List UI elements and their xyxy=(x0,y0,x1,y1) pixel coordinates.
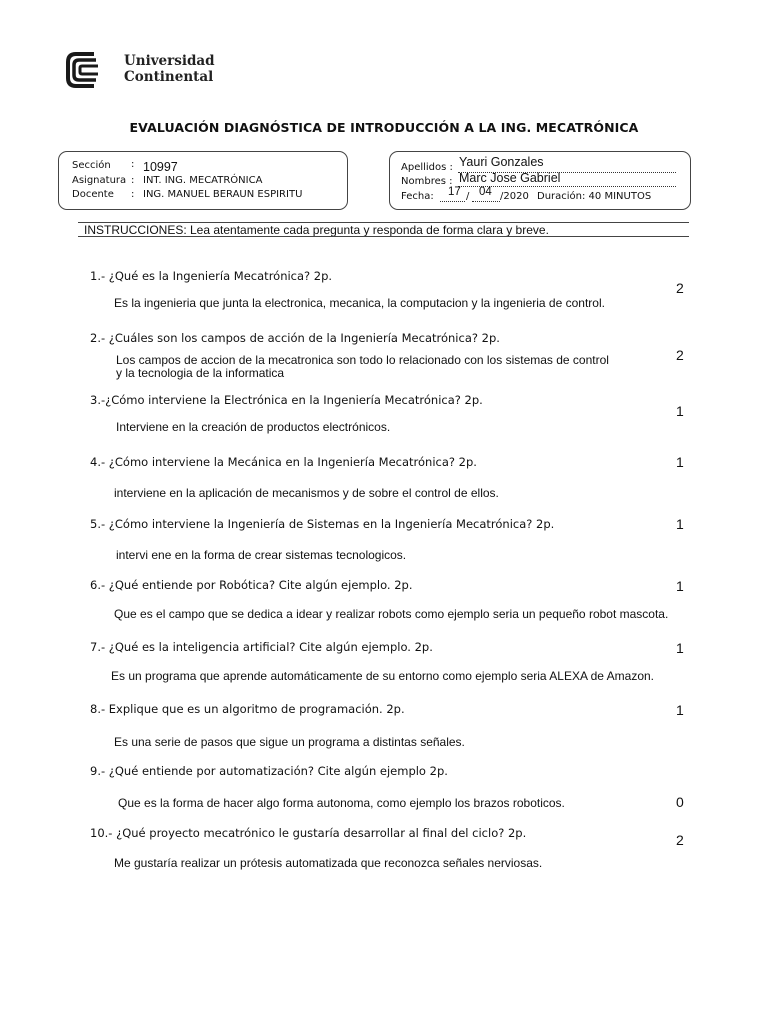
question-1: 1.- ¿Qué es la Ingeniería Mecatrónica? 2p. xyxy=(90,269,333,283)
nombres-label: Nombres : xyxy=(401,176,453,187)
score-10: 2 xyxy=(676,832,684,848)
answer-5: intervi ene en la forma de crear sistemas tecnologicos. xyxy=(116,548,407,562)
instructions-rule-bottom xyxy=(78,236,689,237)
docente-separator: : xyxy=(131,189,135,200)
question-4: 4.- ¿Cómo interviene la Mecánica en la Ingeniería Mecatrónica? 2p. xyxy=(90,455,477,469)
score-7: 1 xyxy=(676,640,684,656)
score-3: 1 xyxy=(676,403,684,419)
nombres-value: Marc Jose Gabriel xyxy=(459,171,561,185)
answer-6: Que es el campo que se dedica a idear y realizar robots como ejemplo seria un pequeño robot mascota. xyxy=(114,607,669,621)
asignatura-value: INT. ING. MECATRÓNICA xyxy=(143,175,263,186)
fecha-slash: / xyxy=(466,191,470,202)
seccion-value: 10997 xyxy=(143,160,178,174)
question-2: 2.- ¿Cuáles son los campos de acción de la Ingeniería Mecatrónica? 2p. xyxy=(90,331,500,345)
page-title: EVALUACIÓN DIAGNÓSTICA DE INTRODUCCIÓN A LA ING. MECATRÓNICA xyxy=(129,120,639,135)
answer-2-line-2: y la tecnologia de la informatica xyxy=(116,366,285,380)
answer-7: Es un programa que aprende automáticamente de su entorno como ejemplo seria ALEXA de Amazon. xyxy=(111,669,654,683)
university-logo-icon xyxy=(64,50,120,90)
university-logo xyxy=(64,50,214,92)
answer-1: Es la ingenieria que junta la electronica, mecanica, la computacion y la ingenieria de control. xyxy=(114,296,605,310)
question-8: 8.- Explique que es un algoritmo de programación. 2p. xyxy=(90,702,405,716)
score-8: 1 xyxy=(676,702,684,718)
question-10: 10.- ¿Qué proyecto mecatrónico le gustaría desarrollar al final del ciclo? 2p. xyxy=(90,826,527,840)
answer-2: Los campos de accion de la mecatronica son todo lo relacionado con los sistemas de control xyxy=(116,353,609,367)
score-5: 1 xyxy=(676,516,684,532)
score-9: 0 xyxy=(676,794,684,810)
seccion-label: Sección xyxy=(72,160,111,171)
apellidos-label: Apellidos : xyxy=(401,162,453,173)
score-2: 2 xyxy=(676,347,684,363)
answer-9: Que es la forma de hacer algo forma autonoma, como ejemplo los brazos roboticos. xyxy=(118,796,565,810)
answer-3: Interviene en la creación de productos electrónicos. xyxy=(116,420,391,434)
fecha-month: 04 xyxy=(479,186,492,198)
fecha-year: /2020 xyxy=(500,191,529,202)
question-6: 6.- ¿Qué entiende por Robótica? Cite algún ejemplo. 2p. xyxy=(90,578,413,592)
asignatura-separator: : xyxy=(131,175,135,186)
apellidos-value: Yauri Gonzales xyxy=(459,155,544,169)
score-1: 2 xyxy=(676,280,684,296)
question-9: 9.- ¿Qué entiende por automatización? Cite algún ejemplo 2p. xyxy=(90,764,448,778)
docente-label: Docente xyxy=(72,189,114,200)
score-4: 1 xyxy=(676,454,684,470)
score-6: 1 xyxy=(676,578,684,594)
logo-line-2: Continental xyxy=(124,69,214,85)
logo-line-1: Universidad xyxy=(124,53,215,69)
seccion-separator: : xyxy=(131,159,135,170)
answer-4: interviene en la aplicación de mecanismos y de sobre el control de ellos. xyxy=(114,486,499,500)
fecha-label: Fecha: xyxy=(401,191,434,202)
fecha-month-line xyxy=(472,201,500,202)
fecha-day-line xyxy=(440,201,465,202)
answer-8: Es una serie de pasos que sigue un programa a distintas señales. xyxy=(114,735,465,749)
docente-value: ING. MANUEL BERAUN ESPIRITU xyxy=(143,189,303,200)
asignatura-label: Asignatura xyxy=(72,175,127,186)
question-7: 7.- ¿Qué es la inteligencia artificial? Cite algún ejemplo. 2p. xyxy=(90,640,433,654)
fecha-day: 17 xyxy=(448,186,461,198)
duracion: Duración: 40 MINUTOS xyxy=(537,191,652,202)
question-5: 5.- ¿Cómo interviene la Ingeniería de Sistemas en la Ingeniería Mecatrónica? 2p. xyxy=(90,517,555,531)
question-3: 3.-¿Cómo interviene la Electrónica en la Ingeniería Mecatrónica? 2p. xyxy=(90,393,483,407)
answer-10: Me gustaría realizar un prótesis automatizada que reconozca señales nerviosas. xyxy=(114,856,543,870)
instructions: INSTRUCCIONES: Lea atentamente cada pregunta y responda de forma clara y breve. xyxy=(84,223,549,237)
